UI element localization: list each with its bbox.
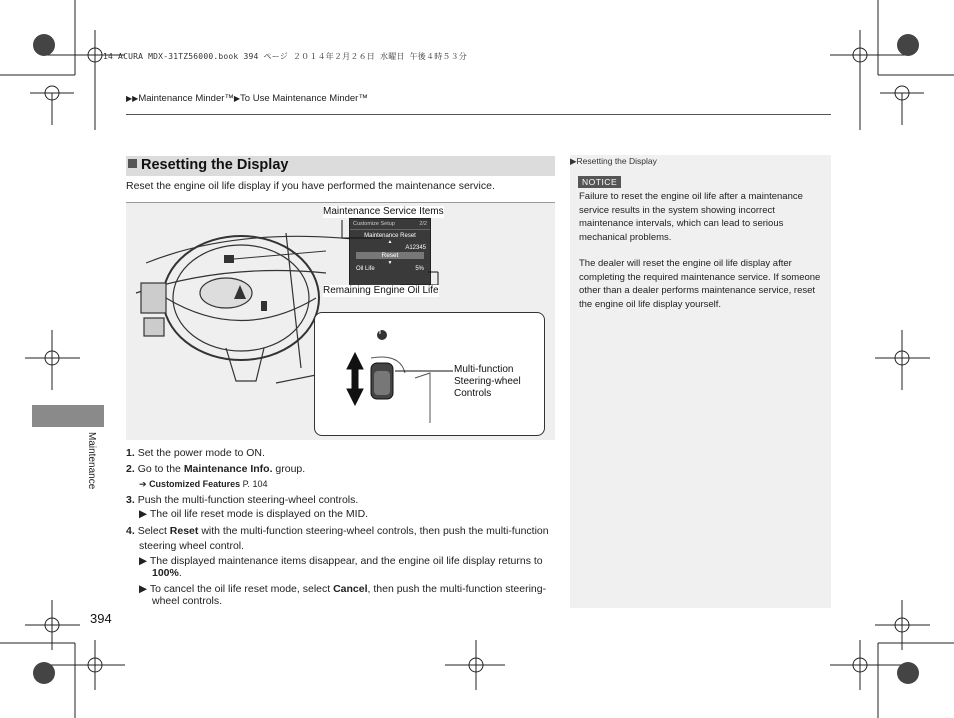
triangle-icon: ▶ (139, 554, 150, 567)
info-icon: i (379, 329, 381, 336)
screen-header: Customize Setup (353, 221, 395, 227)
breadcrumb-item-2[interactable]: To Use Maintenance Minder™ (240, 93, 368, 104)
screen-code: A12345 (405, 245, 426, 251)
step-2: 2. Go to the Maintenance Info. group. (126, 462, 306, 475)
step-1: 1. Set the power mode to ON. (126, 447, 265, 459)
cross-reference[interactable]: ➔ Customized Features P. 104 (139, 479, 268, 489)
callout-oil-life: Remaining Engine Oil Life (323, 285, 439, 296)
screen-reset: Reset (356, 252, 424, 259)
breadcrumb-arrow-icon: ▶▶ (126, 94, 139, 103)
breadcrumb-item-1[interactable]: Maintenance Minder™ (138, 93, 234, 104)
square-bullet-icon (128, 159, 137, 168)
screen-page: 2/2 (419, 221, 427, 227)
mid-screen: Customize Setup 2/2 Maintenance Reset ▲ A12345 Reset ▼ Oil Life 5% (349, 218, 431, 288)
callout-steering-controls: Multi-function Steering-wheel Controls (454, 364, 521, 399)
header-rule (126, 114, 831, 115)
procedure-steps (126, 446, 556, 611)
triangle-icon: ▶ (139, 508, 150, 520)
page-number: 394 (90, 611, 112, 626)
chapter-tab (32, 405, 104, 427)
chapter-label: Maintenance (86, 432, 97, 490)
step-4-result-2: ▶ To cancel the oil life reset mode, select Cancel, then push the multi-function steering-wheel controls. (139, 582, 547, 607)
arrow-icon: ➔ (139, 479, 147, 489)
step-3-result: ▶ The oil life reset mode is displayed on the MID. (139, 508, 369, 520)
breadcrumb (126, 93, 368, 104)
step-4-result-1: ▶ The displayed maintenance items disappear, and the engine oil life display returns to 100%. (139, 554, 543, 579)
step-4: 4. Select Reset with the multi-function steering-wheel controls, then push the multi-function steering wheel control. (126, 524, 549, 552)
section-intro: Reset the engine oil life display if you have performed the maintenance service. (126, 180, 495, 192)
note-heading: ▶Resetting the Display (570, 156, 657, 166)
callout-maintenance-items: Maintenance Service Items (323, 206, 444, 217)
step-3: 3. Push the multi-function steering-wheel controls. (126, 493, 359, 506)
triangle-icon: ▶ (139, 582, 150, 595)
note-body (579, 190, 824, 311)
print-header: 14 ACURA MDX-31TZ56000.book 394 ページ ２０１４年２月２６日 水曜日 午後４時５３分 (103, 52, 468, 61)
note-arrow-icon: ▶ (570, 156, 577, 166)
screen-oil-value: 5% (415, 266, 424, 272)
note-paragraph-1: Failure to reset the engine oil life after a maintenance service results in the system showing incorrect maintenance intervals, which can lead to serious mechanical problems. (579, 191, 803, 243)
notice-badge: NOTICE (578, 176, 621, 188)
note-paragraph-2: The dealer will reset the engine oil life display after completing the required maintenance service. If someone other than a dealer performs maintenance service, reset the engine oil life display yourself. (579, 258, 821, 310)
screen-title: Maintenance Reset (364, 233, 416, 239)
screen-oil-label: Oil Life (356, 266, 375, 272)
section-title: Resetting the Display (128, 157, 288, 173)
breadcrumb-arrow-icon: ▶ (233, 94, 241, 103)
